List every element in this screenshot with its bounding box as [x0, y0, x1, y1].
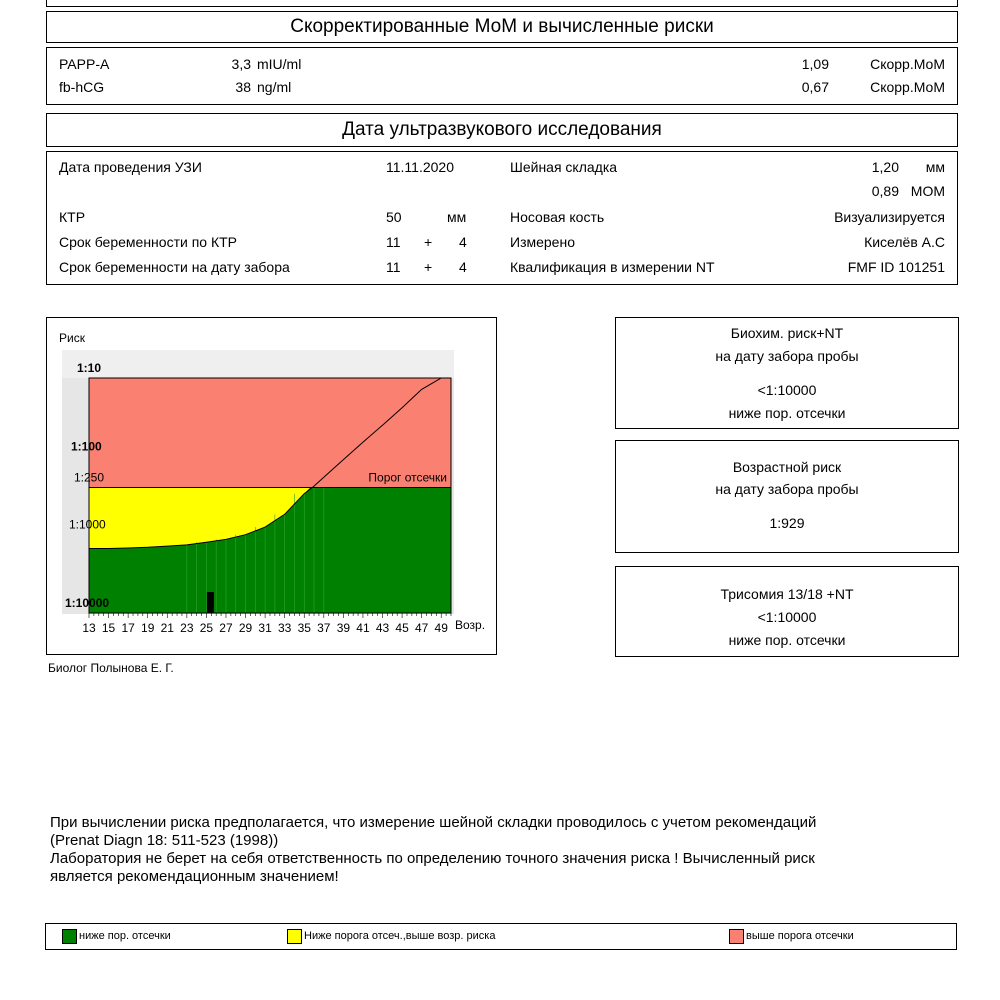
us-measured-label: Измерено: [510, 234, 575, 250]
cutoff-label: Порог отсечки: [368, 470, 447, 485]
x-tick-label: 31: [258, 621, 272, 635]
x-tick-label: 47: [414, 621, 429, 635]
mom-row-name: fb-hCG: [59, 79, 105, 95]
x-tick-label: 35: [297, 621, 311, 635]
us-nasal-label: Носовая кость: [510, 209, 605, 225]
risk-box-note: ниже пор. отсечки: [728, 632, 846, 648]
risk-box-age: [615, 440, 959, 553]
footer-note-line: Лаборатория не берет на себя ответственность по определению точного значения риска ! Вычисленный риск: [50, 850, 815, 867]
y-tick-label: 1:10000: [65, 596, 110, 610]
us-section-header: [46, 113, 958, 147]
x-tick-label: 43: [375, 621, 390, 635]
x-tick-label: 13: [82, 621, 96, 635]
y-tick-label: 1:10: [77, 361, 102, 375]
footer-note-line: является рекомендационным значением!: [50, 868, 339, 885]
risk-box-biochem: [615, 317, 959, 429]
us-section-title: Дата ультразвукового исследования: [342, 119, 662, 140]
x-tick-label: 49: [434, 621, 448, 635]
y-axis-label: Риск: [59, 331, 85, 345]
us-ga-date-label: Срок беременности на дату забора: [59, 259, 290, 275]
risk-box-value: <1:10000: [757, 382, 817, 398]
us-ga-date-plus: +: [424, 259, 433, 275]
mom-row-unit: mIU/ml: [257, 56, 302, 72]
biologist-signature: Биолог Полынова Е. Г.: [48, 661, 174, 675]
risk-chart: [47, 318, 496, 654]
x-tick-label: 27: [219, 621, 233, 635]
chart-panel-top: [62, 350, 454, 378]
us-ga-date-days: 4: [459, 259, 467, 275]
legend-label: выше порога отсечки: [746, 930, 854, 942]
x-tick-label: 45: [395, 621, 409, 635]
x-tick-label: 17: [121, 621, 135, 635]
risk-box-subtitle: на дату забора пробы: [715, 348, 859, 364]
top-partial-box: [46, 0, 958, 7]
us-ktr-unit: мм: [447, 209, 467, 225]
mom-section-title: Скорректированные МоМ и вычисленные риски: [290, 16, 714, 37]
risk-box-trisomy: [615, 566, 959, 657]
us-date-value: 11.11.2020: [386, 159, 454, 175]
us-qual-value: FMF ID 101251: [847, 259, 945, 275]
legend-swatch-red: [729, 929, 744, 944]
mom-table: [46, 47, 958, 105]
legend-label: Ниже порога отсеч.,выше возр. риска: [304, 930, 496, 942]
legend-swatch-yellow: [287, 929, 302, 944]
x-tick-label: 15: [101, 621, 116, 635]
y-tick-label: 1:1000: [69, 517, 106, 532]
risk-box-note: ниже пор. отсечки: [728, 405, 846, 421]
risk-box-value: <1:10000: [757, 609, 817, 625]
risk-chart-frame: [46, 317, 497, 655]
x-tick-label: 21: [160, 621, 174, 635]
footer-note-line: При вычислении риска предполагается, что измерение шейной складки проводилось с учетом рекомендаций: [50, 814, 817, 831]
us-nt-mom: 0,89: [871, 183, 899, 199]
y-tick-label: 1:250: [74, 470, 105, 485]
us-ga-ktr-weeks: 11: [386, 234, 401, 250]
us-ga-ktr-plus: +: [424, 234, 433, 250]
x-tick-label: 33: [277, 621, 292, 635]
legend-swatch-green: [62, 929, 77, 944]
mom-row-mom-label: Скорр.МоМ: [870, 56, 945, 72]
footer-notes: [50, 814, 970, 886]
risk-box-title: Биохим. риск+NT: [730, 325, 844, 341]
mom-row-value: 38: [235, 79, 251, 95]
us-measured-value: Киселёв А.С: [864, 234, 945, 250]
us-ga-ktr-label: Срок беременности по КТР: [59, 234, 238, 250]
x-tick-label: 19: [141, 621, 155, 635]
risk-box-subtitle: на дату забора пробы: [715, 481, 859, 497]
x-tick-label: 41: [356, 621, 370, 635]
mom-row-mom-label: Скорр.МоМ: [870, 79, 945, 95]
risk-box-value: 1:929: [769, 515, 805, 531]
mom-section-header: [46, 11, 958, 43]
mom-row-name: PAPP-A: [59, 56, 110, 72]
x-tick-label: 39: [336, 621, 351, 635]
us-nt-value: 1,20: [871, 159, 899, 175]
legend-label: ниже пор. отсечки: [79, 930, 171, 942]
mom-row-mom: 1,09: [801, 56, 829, 72]
footer-note-line: (Prenat Diagn 18: 511-523 (1998)): [50, 832, 279, 849]
us-date-label: Дата проведения УЗИ: [59, 159, 202, 175]
x-tick-label: 25: [199, 621, 214, 635]
us-nasal-value: Визуализируется: [834, 209, 945, 225]
y-tick-label: 1:100: [71, 439, 102, 454]
risk-box-title: Возрастной риск: [732, 459, 842, 475]
patient-age-marker: [207, 592, 214, 613]
us-nt-mom-unit: MOM: [910, 183, 945, 199]
risk-box-title: Трисомия 13/18 +NT: [720, 586, 854, 602]
us-nt-label: Шейная складка: [510, 159, 618, 175]
x-tick-label: 23: [180, 621, 194, 635]
us-table: [46, 151, 958, 285]
mom-row-unit: ng/ml: [257, 79, 292, 95]
us-ktr-label: КТР: [59, 209, 86, 225]
x-tick-label: 29: [238, 621, 253, 635]
us-nt-unit: мм: [925, 159, 945, 175]
x-tick-label: 37: [317, 621, 331, 635]
us-ga-date-weeks: 11: [386, 259, 401, 275]
mom-row-mom: 0,67: [801, 79, 829, 95]
x-axis-label: Возр.: [455, 618, 486, 632]
us-ktr-value: 50: [386, 209, 402, 225]
legend-box: [45, 923, 957, 950]
mom-row-value: 3,3: [231, 56, 251, 72]
us-qual-label: Квалификация в измерении NT: [510, 259, 715, 275]
us-ga-ktr-days: 4: [459, 234, 467, 250]
